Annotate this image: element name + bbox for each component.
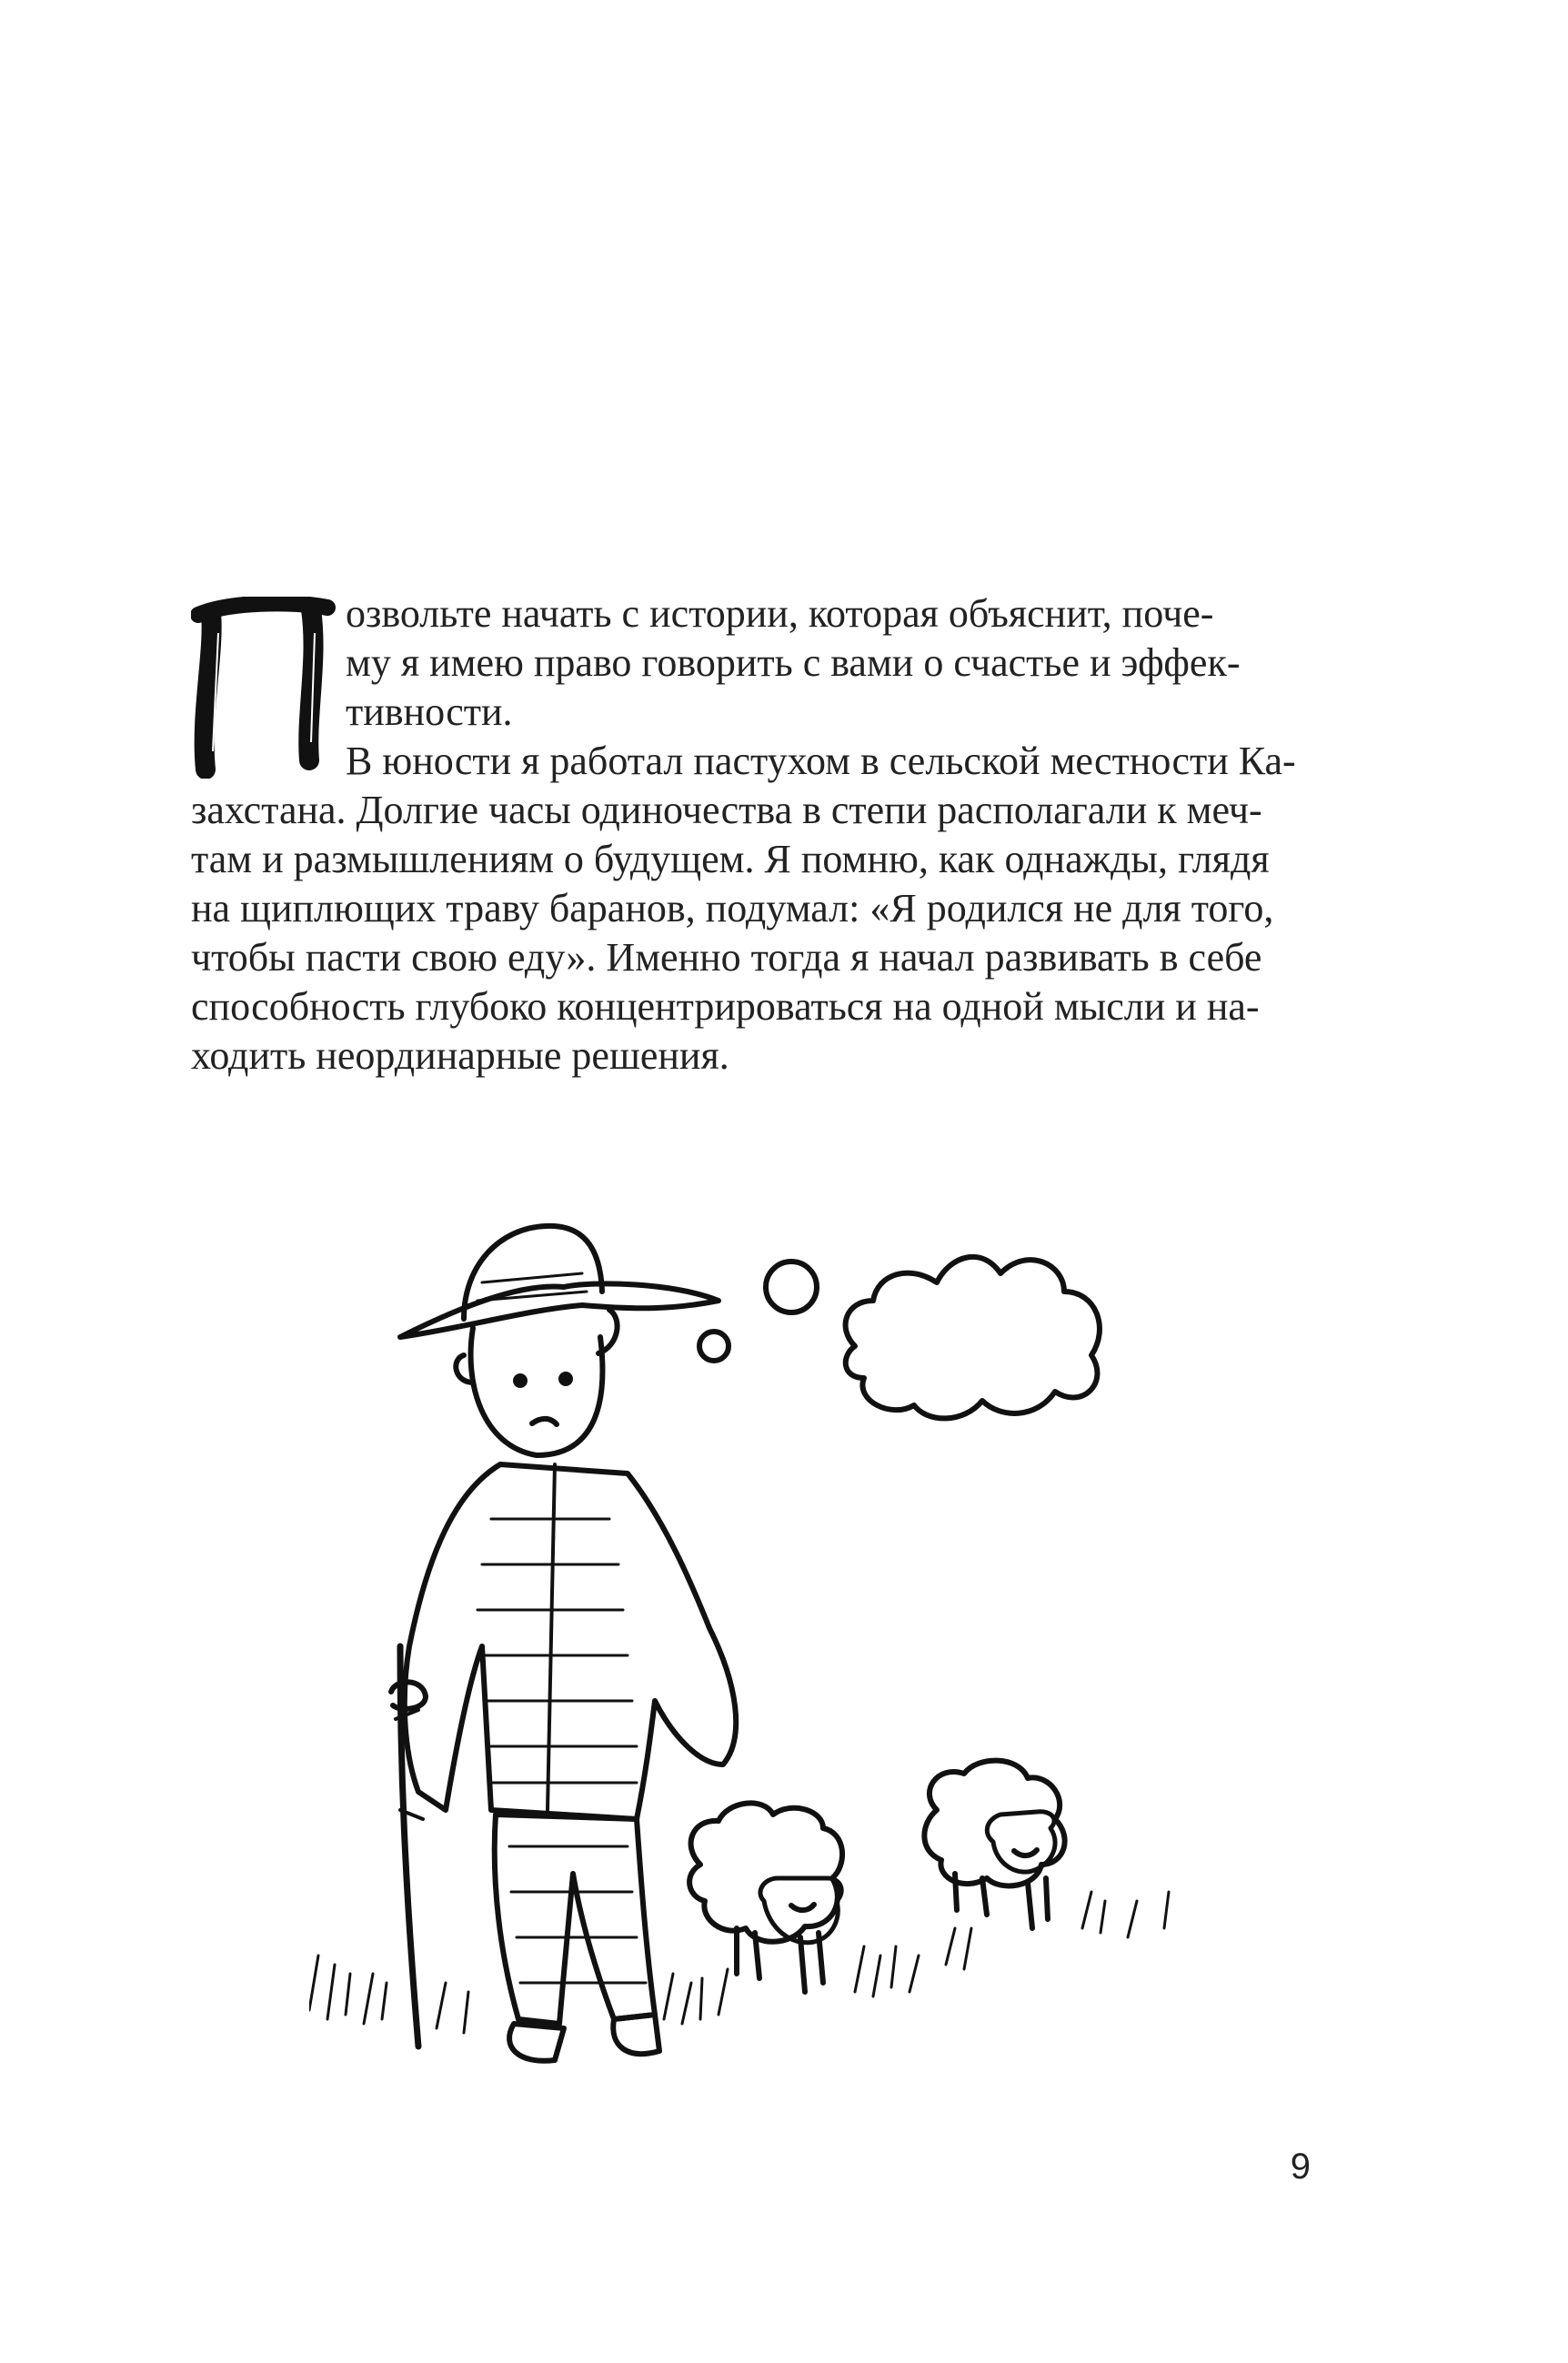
text-line: озвольте начать с истории, которая объяснит, поче- [346,591,1214,636]
text-line: чтобы пасти свою еду». Именно тогда я начал развивать в себе [191,935,1262,980]
thought-bubble-small [699,1332,729,1361]
text-line: В юности я работал пастухом в сельской местности Ка- [346,739,1296,783]
text-line: захстана. Долгие часы одиночества в степи располагали к меч- [191,788,1262,832]
text-line: му я имею право говорить с вами о счастье и эффек- [346,640,1241,685]
sheep-icon [689,1803,842,1992]
text-line: тивности. [346,689,513,734]
sheep-icon [924,1761,1064,1928]
page-number: 9 [1290,2147,1311,2187]
drop-cap-letter [191,597,337,779]
text-line: там и размышлениям о будущем. Я помню, как однажды, глядя [191,837,1270,881]
boy-head [471,1328,603,1455]
hat-icon [400,1283,719,1337]
text-line: ходить неординарные решения. [191,1033,729,1078]
text-line: на щиплющих траву баранов, подумал: «Я родился не для того, [191,886,1274,930]
shepherd-illustration [309,1173,1246,2110]
thought-bubble-medium [766,1262,817,1312]
thought-cloud [846,1257,1100,1419]
text-line: способность глубоко концентрироваться на одной мысли и на- [191,984,1260,1029]
